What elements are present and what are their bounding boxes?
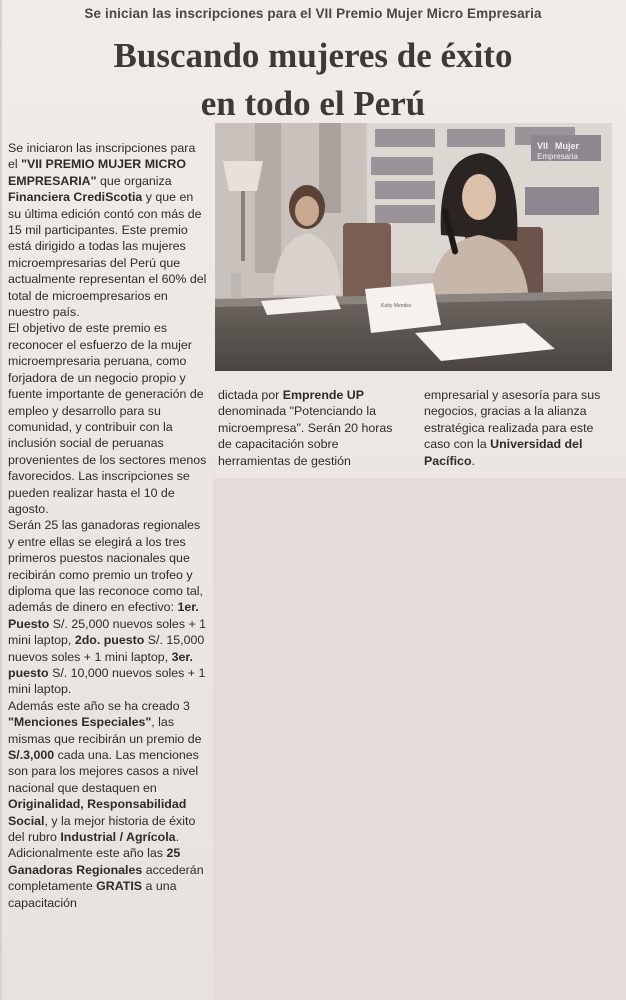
banner-text-2: Mujer	[555, 141, 580, 151]
blank-area	[213, 478, 626, 1000]
banner-text-1: VII	[537, 141, 549, 151]
article-column-2: dictada por Emprende UP denominada "Potenciando la microempresa". Serán 20 horas de capacitación sobre herramientas de gestión	[218, 388, 393, 468]
photo-illustration	[215, 123, 612, 371]
headline-line-1: Buscando mujeres de éxito	[113, 36, 513, 75]
paragraph-3: Serán 25 las ganadoras regionales y entre ellas se elegirá a los tres primeros puestos nacionales que recibirán como premio un trofeo y diploma que las reconoce como tal, además de dinero en efectivo: 1er. Puesto S/. 25,000 nuevos soles + 1 mini laptop, 2do. puesto S/. 15,000 nuevos soles + 1 mini laptop, 3er. puesto S/. 10,000 nuevos soles + 1 mini laptop.	[8, 518, 207, 697]
kicker: Se inician las inscripciones para el VII Premio Mujer Micro Empresaria	[84, 6, 542, 21]
article-column-1	[8, 140, 208, 911]
headline	[0, 32, 626, 128]
page-fold	[0, 0, 2, 1000]
paragraph-2: El objetivo de este premio es reconocer el esfuerzo de la mujer microempresaria peruana, como forjadora de un negocio propio y fuente importante de generación de empleo y desarrollo para su comunidad, y contribuir con la inclusión social de peruanas provenientes de los sectores menos favorecidos. Las inscripciones se pueden realizar hasta el 10 de agosto.	[8, 321, 207, 516]
press-conference-photo	[215, 123, 612, 371]
banner-text-3: Empresaria	[537, 152, 578, 161]
article-column-3: empresarial y asesoría para sus negocios, gracias a la alianza estratégica realizada para este caso con la Universidad del Pacífico.	[424, 388, 601, 468]
paragraph-5: Adicionalmente este año las 25 Ganadoras Regionales accederán completamente GRATIS a una capacitación	[8, 846, 204, 910]
paragraph-4: Además este año se ha creado 3 "Menciones Especiales", las mismas que recibirán un premio de S/.3,000 cada una. Las menciones son para los mejores casos a nivel nacional que destaquen en Originalidad, Responsabilidad Social, y la mejor historia de éxito del rubro Industrial / Agrícola.	[8, 698, 202, 845]
headline-line-2: en todo el Perú	[200, 84, 426, 123]
paragraph-1: Se iniciaron las inscripciones para el "VII PREMIO MUJER MICRO EMPRESARIA" que organiza Financiera CrediScotia y que en su última edición contó con más de 15 mil participantes. Este premio está dirigido a todas las mujeres microempresarias del Perú que actualmente representan el 60% del total de microempresarios en nuestro país.	[8, 141, 207, 320]
placard-text: Katty Mendez	[381, 303, 412, 309]
